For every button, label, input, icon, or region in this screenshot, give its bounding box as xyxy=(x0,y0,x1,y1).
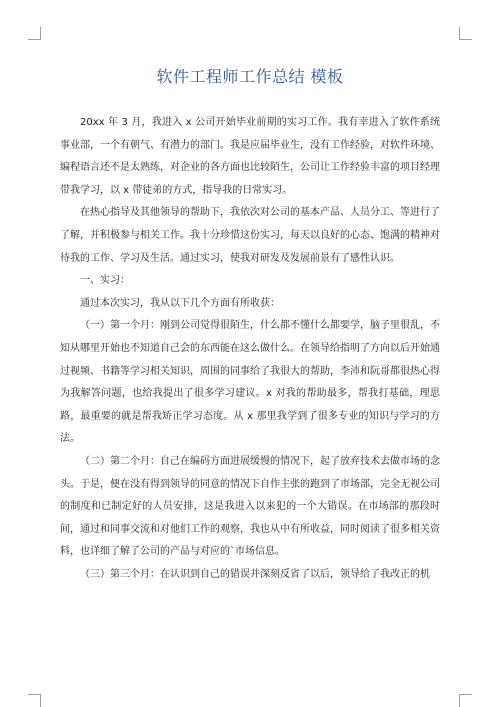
paragraph-month-one: （一）第一个月：刚到公司觉得很陌生，什么都不懂什么都要学，脑子里很乱，不知从哪里开始也不知道自己会的东西能在这么做什么。在领导给指明了方向以后开始通过视频、书籍等学习相关知识，周围的同事给了我很大的帮助，李沛和阮哥都很热心得为我解答问题，也给我提出了很多学习建议。x 对我的帮助最多，帮我打基础，理思路，最重要的就是帮我矫正学习态度。从 x 那里我学到了很多专业的知识与学习的方法。 xyxy=(60,320,440,445)
crop-mark-top-right xyxy=(459,27,472,40)
paragraph-month-two: （二）第二个月：自己在编码方面进展缓慢的情况下，起了放弃技术去做市场的念头。于是，便在没有得到领导的同意的情况下自作主张的跑到了市场部，完全无视公司的制度和已制定好的人员安排，这是我进入以来犯的一个大错误。在市场部的那段时间，通过和同事交流和对他们工作的观察，我也从中有所收益，同时阅读了很多相关资料，也详细了解了公司的产品与对应的`市场信息。 xyxy=(60,455,440,558)
section-heading-internship: 一、实习： xyxy=(80,275,130,287)
paragraph-summary-lead: 通过本次实习，我从以下几个方面有所收获： xyxy=(80,297,280,309)
crop-mark-bottom-right xyxy=(459,694,472,707)
paragraph-intro: 20xx 年 3 月，我进入 x 公司开始毕业前期的实习工作。我有幸进入了软件系统事业部，一个有朝气、有潜力的部门。我是应届毕业生，没有工作经验，对软件环境、编程语言还不是太熟练，对企业的各方面也比较陌生，公司让工作经验丰富的项目经理带我学习，以 x 带徒弟的方式，指导我的日常实习。 xyxy=(60,117,440,196)
paragraph-guidance: 在热心指导及其他领导的帮助下，我依次对公司的基本产品、人员分工、等进行了了解，并积极参与相关工作。我十分珍惜这份实习，每天以良好的心态、饱满的精神对待我的工作、学习及生活。通过实习，使我对研发及发展前景有了感性认识。 xyxy=(60,207,440,264)
document-title: 软件工程师工作总结 模板 xyxy=(156,67,344,86)
document-body xyxy=(60,112,440,586)
crop-mark-bottom-left xyxy=(28,694,41,707)
paragraph-month-three: （三）第三个月：在认识到自己的错误并深刻反省了以后，领导给了我改正的机 xyxy=(80,568,430,580)
crop-mark-top-left xyxy=(28,27,41,40)
